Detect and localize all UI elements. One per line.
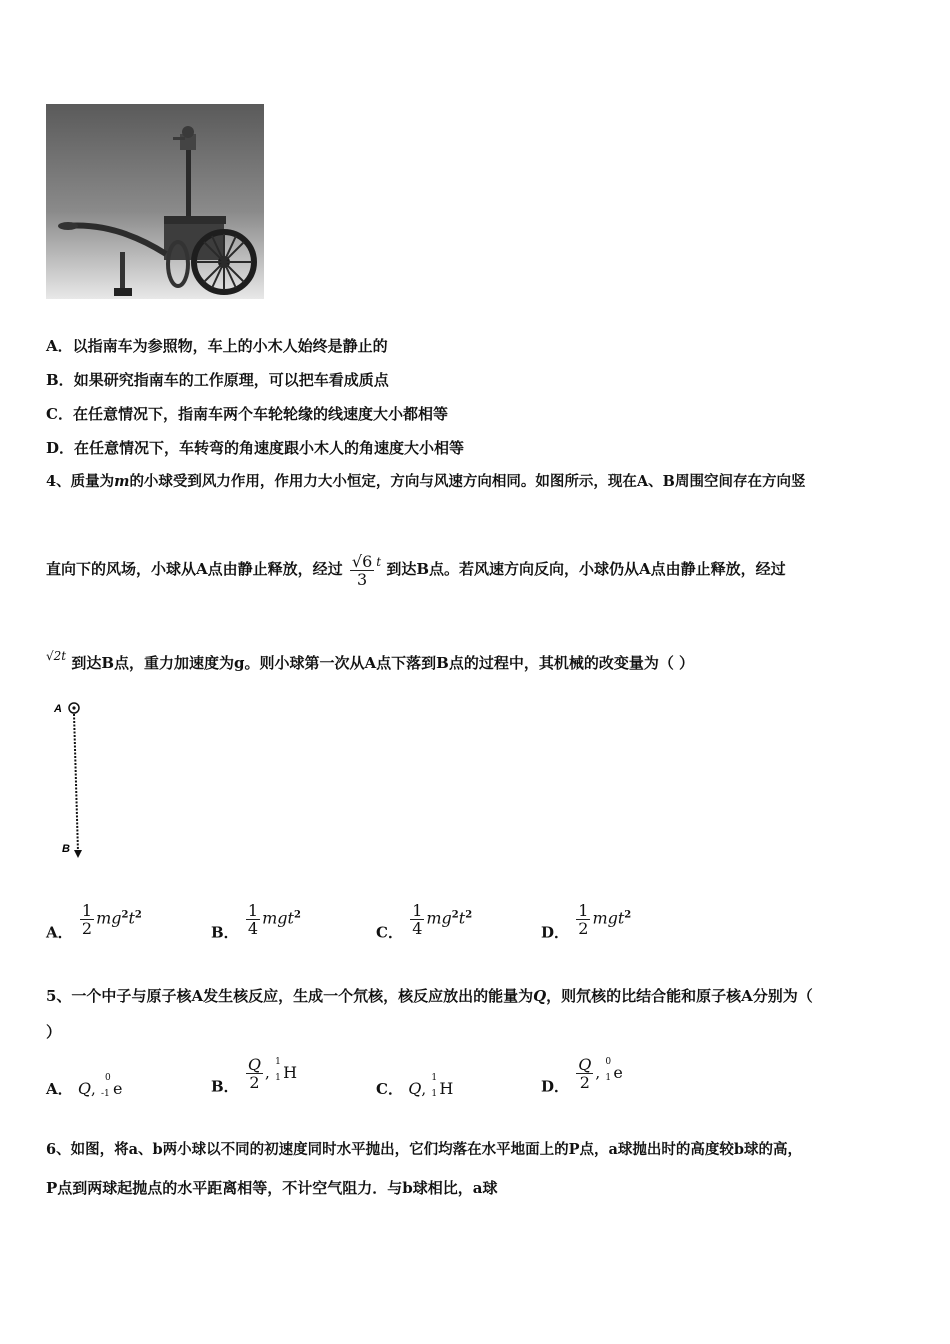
q5-option-d: D． $\frac{Q}{2}$ , 0 1 e (541, 1055, 623, 1096)
q4-option-b: B． $\frac{1}{4}$ mgt$^2$ (211, 901, 301, 942)
q3-option-b: B．如果研究指南车的工作原理，可以把车看成质点 (46, 371, 389, 389)
q4-diagram (52, 696, 102, 866)
q4-stem-line3: $^{√2t}$ 到达B点，重力加速度为g。则小球第一次从A点下落到B点的过程中，其机械的改变量为（ ） (46, 649, 695, 672)
q4-option-c: C． $\frac{1}{4}$ $mg^2t^2$ (376, 901, 473, 942)
q4-time-fraction: $\frac{√6}{3}$ (351, 551, 373, 589)
q3-option-d: D．在任意情况下，车转弯的角速度跟小木人的角速度大小相等 (46, 439, 465, 457)
q5-stem-line1: 5、一个中子与原子核A发生核反应，生成一个氘核，核反应放出的能量为Q，则氘核的比结合能和原子核A分别为（ (46, 987, 813, 1005)
point-b-label: B (62, 843, 70, 855)
q3-option-a: A．以指南车为参照物，车上的小木人始终是静止的 (46, 337, 388, 355)
point-a-label: A (54, 703, 62, 715)
chariot-photo (46, 104, 264, 299)
q4-stem-line2: 直向下的风场，小球从A点由静止释放，经过 $\frac{√6}{3}$ $^t$ 到达B点。若风速方向反向，小球仍从A点由静止释放，经过 (46, 551, 786, 589)
arrow-down-icon (74, 850, 82, 858)
q6-stem-line2: P点到两球起抛点的水平距离相等，不计空气阻力．与b球相比，a球 (46, 1179, 498, 1197)
q5-stem-line2: ） (46, 1023, 62, 1041)
q4-stem-line1: 4、质量为m的小球受到风力作用，作用力大小恒定，方向与风速方向相同。如图所示，现在A、B周围空间存在方向竖 (46, 473, 806, 490)
q5-option-c: C． Q, 1 1 H (376, 1073, 454, 1099)
q3-option-c: C．在任意情况下，指南车两个车轮轮缘的线速度大小都相等 (46, 405, 448, 423)
q6-stem-line1: 6、如图，将a、b两小球以不同的初速度同时水平抛出，它们均落在水平地面上的P点，a球抛出时的高度较b球的高， (46, 1141, 803, 1158)
q5-option-b: B． $\frac{Q}{2}$ , 1 1 H (211, 1055, 298, 1096)
q4-option-d: D． $\frac{1}{2}$ mgt$^2$ (541, 901, 632, 942)
q4-option-a: A． $\frac{1}{2}$ $mg^2t^2$ (46, 901, 142, 942)
q5-option-a: A． Q, 0 -1 e (46, 1073, 123, 1099)
